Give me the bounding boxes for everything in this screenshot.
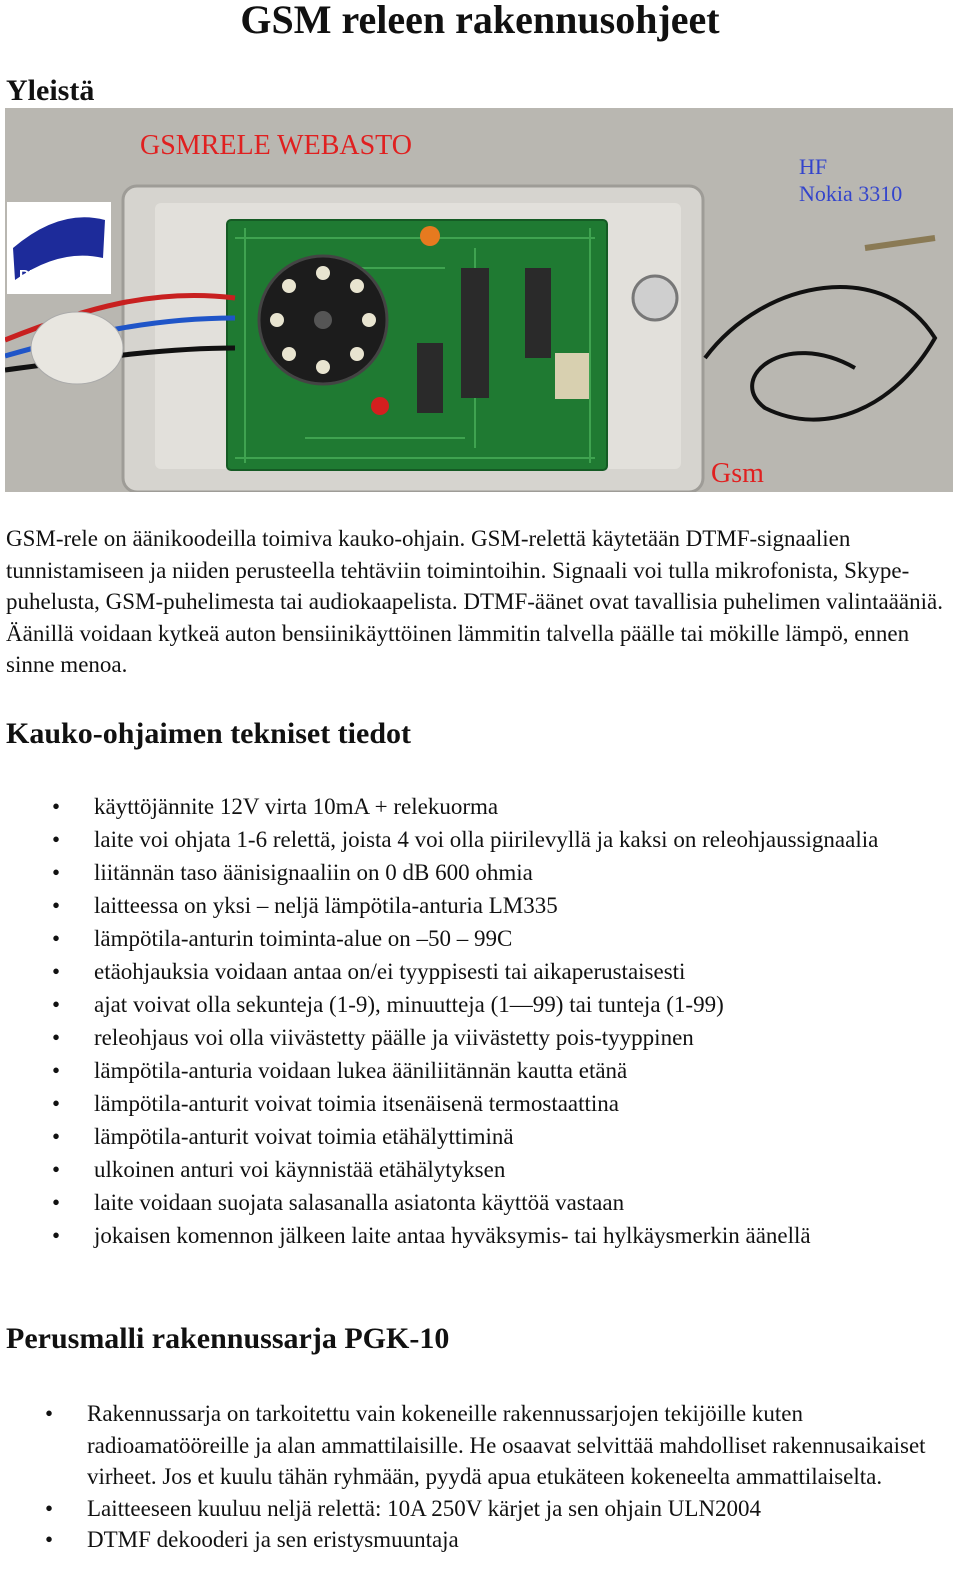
list-item <box>52 922 952 955</box>
bullet: • <box>52 1124 61 1149</box>
ic-chip-2 <box>525 268 551 358</box>
list-item <box>52 823 952 856</box>
list-item <box>52 1186 952 1219</box>
bullet: • <box>52 926 61 951</box>
capacitor <box>420 226 440 246</box>
specs-list <box>52 790 952 1252</box>
list-item-text: lämpötila-anturin toiminta-alue on –50 – 99C <box>94 926 513 951</box>
bullet: • <box>52 893 61 918</box>
list-item-text: käyttöjännite 12V virta 10mA + relekuorma <box>94 794 499 819</box>
list-item <box>52 1021 952 1054</box>
list-item-text: lämpötila-anturia voidaan lukea ääniliitännän kautta etänä <box>94 1058 628 1083</box>
section-heading-specs: Kauko-ohjaimen tekniset tiedot <box>6 717 411 750</box>
list-item-text: DTMF dekooderi ja sen eristysmuuntaja <box>87 1527 459 1552</box>
ic-chip-1 <box>461 268 489 398</box>
list-item <box>52 889 952 922</box>
list-item <box>52 988 952 1021</box>
list-item <box>52 1153 952 1186</box>
section-heading-general: Yleistä <box>6 74 95 107</box>
list-item <box>52 856 952 889</box>
ic-chip-3 <box>417 343 443 413</box>
list-item <box>52 1120 952 1153</box>
logo-text: PROBYTE <box>19 267 92 284</box>
bullet: • <box>52 794 61 819</box>
list-item <box>52 1054 952 1087</box>
list-item <box>52 1219 952 1252</box>
list-item-text: releohjaus voi olla viivästetty päälle ja viivästetty pois-tyyppinen <box>94 1025 694 1050</box>
page-title: GSM releen rakennusohjeet <box>240 0 720 42</box>
photo-caption-main: GSMRELE WEBASTO <box>140 130 412 161</box>
bullet: • <box>45 1495 54 1521</box>
list-item-text: ulkoinen anturi voi käynnistää etähälytyksen <box>94 1157 506 1182</box>
list-item-text: jokaisen komennon jälkeen laite antaa hyväksymis- tai hylkäysmerkin äänellä <box>94 1223 811 1248</box>
bullet: • <box>52 1091 61 1116</box>
list-item-text: etäohjauksia voidaan antaa on/ei tyyppisesti tai aikaperustaisesti <box>94 959 686 984</box>
circuit-board-image <box>5 108 953 492</box>
bullet: • <box>45 1401 54 1426</box>
list-item-text: ajat voivat olla sekunteja (1-9), minuutteja (1—99) tai tunteja (1-99) <box>94 992 724 1017</box>
device-photo <box>5 108 953 492</box>
list-item-text: laitteessa on yksi – neljä lämpötila-anturia LM335 <box>94 893 558 918</box>
section-heading-kit: Perusmalli rakennussarja PGK-10 <box>6 1322 450 1355</box>
list-item <box>52 1087 952 1120</box>
bullet: • <box>52 860 61 885</box>
bullet: • <box>52 1058 61 1083</box>
list-item-text: lämpötila-anturit voivat toimia etähälyttiminä <box>94 1124 514 1149</box>
bullet: • <box>52 992 61 1017</box>
intro-paragraph: GSM-rele on äänikoodeilla toimiva kauko-ohjain. GSM-relettä käytetään DTMF-signaalien tunnistamiseen ja niiden perusteella tehtäviin toimintoihin. Signaali voi tulla mikrofonista, Skype-puhelusta, GSM-puhelimesta tai audiokaapelista. DTMF-äänet ovat tavallisia puhelimen valintaääniä. Äänillä voidaan kytkeä auton bensiinikäyttöinen lämmitin talvella päälle tai mökille lämpö, ennen sinne menoa. <box>6 526 943 677</box>
list-item <box>52 955 952 988</box>
list-item <box>45 1524 955 1556</box>
list-item-text: lämpötila-anturit voivat toimia itsenäisenä termostaattina <box>94 1091 620 1116</box>
list-item-text: Laitteeseen kuuluu neljä relettä: 10A 250V kärjet ja sen ohjain ULN2004 <box>87 1495 762 1521</box>
bullet: • <box>52 959 61 984</box>
list-item <box>52 790 952 823</box>
list-item-text: laite voidaan suojata salasanalla asiatonta käyttöä vastaan <box>94 1190 625 1215</box>
bullet: • <box>45 1527 54 1552</box>
bullet: • <box>52 1190 61 1215</box>
microphone <box>633 276 677 320</box>
list-item <box>45 1398 955 1493</box>
photo-caption-nokia: Nokia 3310 <box>799 181 903 206</box>
list-item-text: liitännän taso äänisignaaliin on 0 dB 600 ohmia <box>94 860 533 885</box>
list-item-text: Rakennussarja on tarkoitettu vain kokeneille rakennussarjojen tekijöille kuten radioamatööreille ja alan ammattilaisille. He osaavat selvittää mahdolliset rakennusaikaiset virheet. Jos et kuulu tähän ryhmään, pyydä apua etukäteen kokeneelta ammattilaiselta. <box>87 1401 926 1489</box>
relay-component <box>555 353 589 399</box>
bullet: • <box>52 1025 61 1050</box>
bullet: • <box>52 827 61 852</box>
bullet: • <box>52 1223 61 1248</box>
list-item-text: laite voi ohjata 1-6 relettä, joista 4 voi olla piirilevyllä ja kaksi on releohjaussignaalia <box>94 827 879 852</box>
list-item <box>45 1493 955 1525</box>
photo-caption-gsm: Gsm <box>711 458 764 489</box>
kit-list <box>45 1398 955 1556</box>
photo-caption-hf: HF <box>799 154 828 179</box>
led-indicator <box>371 397 389 415</box>
cable-gland <box>31 312 123 384</box>
bullet: • <box>52 1157 61 1182</box>
